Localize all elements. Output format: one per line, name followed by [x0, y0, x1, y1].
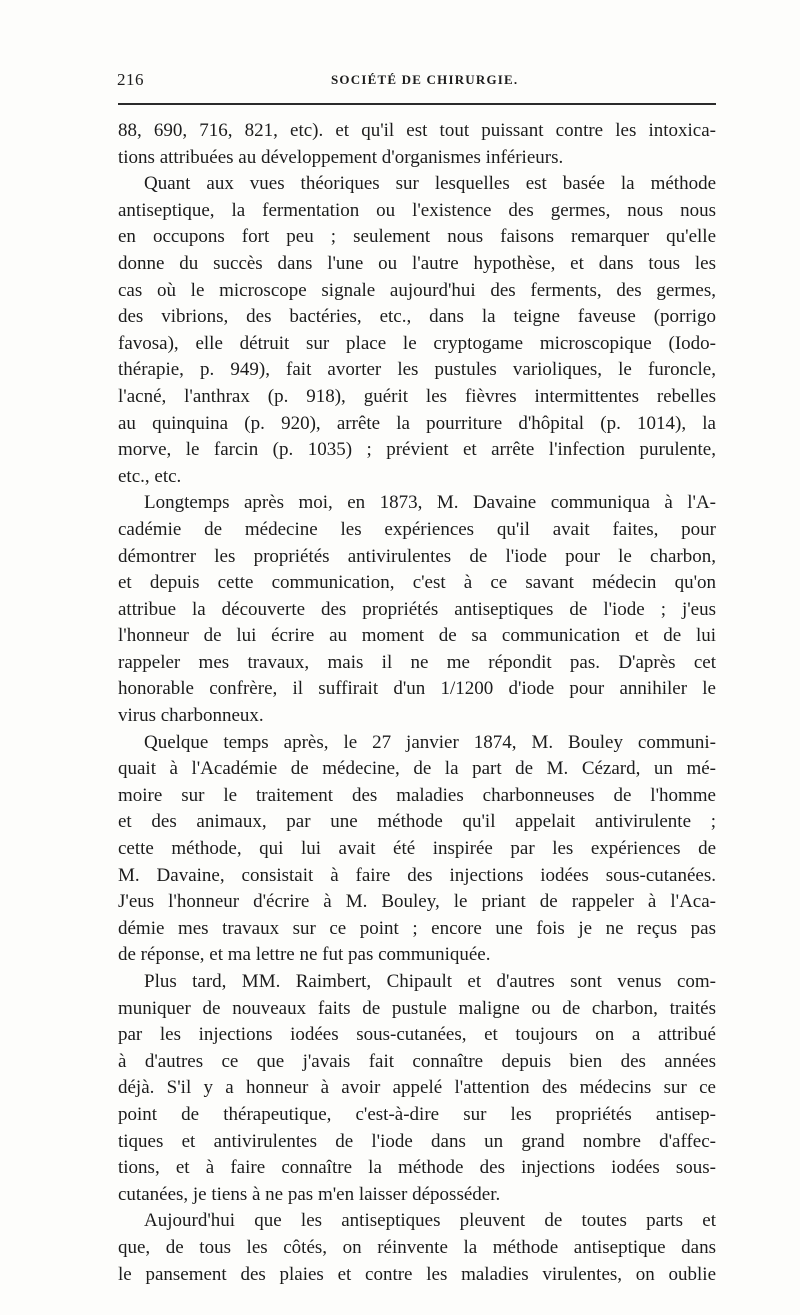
text-line: donne du succès dans l'une ou l'autre hypothèse, et dans tous les: [118, 252, 716, 274]
text-line: tions, et à faire connaître la méthode des injections iodées sous-: [118, 1157, 716, 1179]
text-line: l'acné, l'anthrax (p. 918), guérit les fièvres intermittentes rebelles: [118, 385, 716, 407]
text-line: Quelque temps après, le 27 janvier 1874, M. Bouley communi-: [144, 731, 716, 753]
text-line: le pansement des plaies et contre les maladies virulentes, on oublie: [118, 1263, 716, 1285]
page-number: 216: [117, 70, 144, 89]
text-line: morve, le farcin (p. 1035) ; prévient et arrête l'infection purulente,: [118, 439, 716, 461]
text-line: cette méthode, qui lui avait été inspirée par les expériences de: [118, 838, 716, 860]
text-line: J'eus l'honneur d'écrire à M. Bouley, le priant de rappeler à l'Aca-: [118, 891, 716, 913]
text-line: l'honneur de lui écrire au moment de sa communication et de lui: [118, 625, 716, 647]
text-line: cadémie de médecine les expériences qu'il avait faites, pour: [118, 518, 716, 540]
text-line: point de thérapeutique, c'est-à-dire sur les propriétés antisep-: [118, 1103, 716, 1125]
text-line: virus charbonneux.: [118, 705, 264, 727]
text-line: que, de tous les côtés, on réinvente la méthode antiseptique dans: [118, 1236, 716, 1258]
text-line: etc., etc.: [118, 465, 182, 487]
text-line: thérapie, p. 949), fait avorter les pustules varioliques, le furoncle,: [118, 359, 716, 381]
text-line: attribue la découverte des propriétés antiseptiques de l'iode ; j'eus: [118, 598, 716, 620]
text-line: rappeler mes travaux, mais il ne me répondit pas. D'après cet: [118, 651, 716, 673]
text-line: antiseptique, la fermentation ou l'existence des germes, nous nous: [118, 199, 716, 221]
text-line: quait à l'Académie de médecine, de la part de M. Cézard, un mé-: [118, 758, 716, 780]
text-line: à d'autres ce que j'avais fait connaître depuis bien des années: [118, 1050, 716, 1072]
header-rule: [118, 103, 716, 105]
text-line: déjà. S'il y a honneur à avoir appelé l'attention des médecins sur ce: [118, 1077, 716, 1099]
text-line: favosa), elle détruit sur place le cryptogame microscopique (Iodo-: [118, 332, 716, 354]
text-line: tiques et antivirulentes de l'iode dans un grand nombre d'affec-: [118, 1130, 716, 1152]
text-line: par les injections iodées sous-cutanées, et toujours on a attribué: [118, 1024, 716, 1046]
text-line: Aujourd'hui que les antiseptiques pleuvent de toutes parts et: [144, 1210, 716, 1232]
text-line: au quinquina (p. 920), arrête la pourriture d'hôpital (p. 1014), la: [118, 412, 716, 434]
text-line: en occupons fort peu ; seulement nous faisons remarquer qu'elle: [118, 226, 716, 248]
text-line: cutanées, je tiens à ne pas m'en laisser déposséder.: [118, 1183, 501, 1205]
text-line: 88, 690, 716, 821, etc). et qu'il est tout puissant contre les intoxica-: [118, 120, 716, 141]
text-line: démontrer les propriétés antivirulentes de l'iode pour le charbon,: [118, 545, 716, 567]
text-line: honorable confrère, il suffirait d'un 1/1200 d'iode pour annihiler le: [118, 678, 716, 700]
text-line: démie mes travaux sur ce point ; encore une fois je ne reçus pas: [118, 917, 716, 939]
text-line: de réponse, et ma lettre ne fut pas communiquée.: [118, 944, 491, 966]
running-head: [117, 70, 715, 94]
text-line: Longtemps après moi, en 1873, M. Davaine communiqua à l'A-: [144, 492, 716, 514]
text-line: cas où le microscope signale aujourd'hui des ferments, des germes,: [118, 279, 716, 301]
body-text: [118, 118, 716, 1288]
text-line: moire sur le traitement des maladies charbonneuses de l'homme: [118, 784, 716, 806]
text-line: muniquer de nouveaux faits de pustule maligne ou de charbon, traités: [118, 997, 716, 1019]
text-line: M. Davaine, consistait à faire des injections iodées sous-cutanées.: [118, 864, 716, 886]
text-line: et depuis cette communication, c'est à ce savant médecin qu'on: [118, 572, 716, 594]
text-line: et des animaux, par une méthode qu'il appelait antivirulente ;: [118, 811, 716, 833]
text-line: tions attribuées au développement d'organismes inférieurs.: [118, 146, 564, 168]
text-line: Quant aux vues théoriques sur lesquelles est basée la méthode: [144, 173, 716, 195]
text-line: des vibrions, des bactéries, etc., dans la teigne faveuse (porrigo: [118, 306, 716, 328]
text-line: Plus tard, MM. Raimbert, Chipault et d'autres sont venus com-: [144, 971, 716, 992]
running-title: SOCIÉTÉ DE CHIRURGIE.: [331, 72, 519, 87]
